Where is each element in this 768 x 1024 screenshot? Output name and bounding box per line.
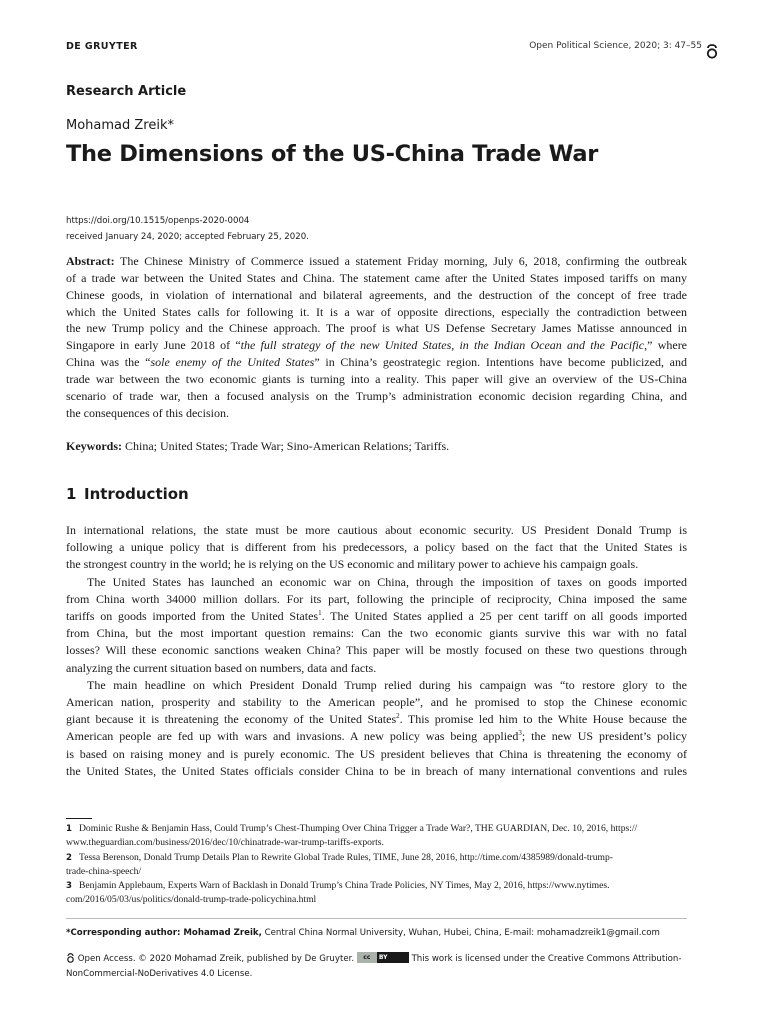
body-line: from China, but the most important question remains: Can the two economic giants survive this war with no fatal — [66, 626, 687, 641]
body-line: the strongest country in the world; he is relying on the US economic and military power to achieve his campaign goals. — [66, 557, 639, 572]
section-number: 1 — [66, 485, 77, 503]
footnote-ref[interactable]: 3 — [518, 729, 522, 738]
footnotes — [66, 822, 687, 908]
correspondence-divider — [66, 918, 687, 919]
body-line: is based on raising money and is purely economic. The US president believes that China is threatening the economy of — [66, 746, 687, 761]
footnote-ref[interactable]: 1 — [318, 609, 322, 618]
abstract-line: Abstract: The Chinese Ministry of Commerce issued a statement Friday morning, July 6, 2018, confirming the outbreak — [66, 254, 687, 268]
body-line: analyzing the current situation based on numbers, data and facts. — [66, 660, 377, 675]
journal-reference: Open Political Science, 2020; 3: 47–55 — [529, 41, 702, 51]
abstract-line: of a trade war between the United States and China. The statement came after the United States imposed tariffs on many — [66, 270, 687, 285]
body-line: In international relations, the state must be more cautious about economic security. US President Donald Trump is — [66, 523, 687, 537]
body-line: American people are fed up with wars and invasions. A new policy was being applied$^3$; the new US president’s policy — [66, 729, 687, 744]
keywords-list: China; United States; Trade War; Sino-American Relations; Tariffs. — [122, 439, 450, 453]
body-line: American nation, prosperity and stability to the American people”, and he promised to stop the Chinese economic — [66, 695, 687, 710]
article-title: The Dimensions of the US-China Trade War — [66, 141, 599, 167]
body-line: losses? Will these economic sanctions weaken China? This paper will be mostly focused on these two questions through — [66, 643, 687, 658]
correspondence — [66, 928, 660, 938]
license-text: Open Access. © 2020 Mohamad Zreik, published by De Gruyter. — [77, 954, 355, 964]
abstract-line: the new Trump policy and the Chinese approach. The proof is what US Defense Secretary James Matisse announced in — [66, 321, 687, 336]
footnote: 3 Benjamin Applebaum, Experts Warn of Backlash in Donald Trump’s China Trade Policies, NY Times, May 2, 2016, https://www.nytimes. com/2016/05/03/us/politics/donald-trump-trade-policychina.html — [66, 880, 610, 906]
abstract-label: Abstract: — [66, 254, 115, 268]
abstract-line: which the United States calls for following it. It is a war of opposite directions, especially the contradiction between — [66, 304, 687, 319]
open-access-icon — [705, 42, 719, 59]
body-line: The main headline on which President Donald Trump relied during his campaign was “to restore glory to the — [87, 677, 687, 692]
publisher-name: DE GRUYTER — [66, 41, 138, 52]
page-header — [66, 41, 702, 57]
abstract-line: China was the “sole enemy of the United States” in China’s geostrategic region. Intentions have become publicized, and — [66, 355, 687, 370]
footnote-number: 1 — [66, 824, 72, 834]
license-text: NonCommercial-NoDerivatives 4.0 License. — [66, 968, 253, 979]
abstract-line: Chinese goods, in violation of international and bilateral agreements, and the destruction of the concept of free trade — [66, 287, 687, 302]
abstract-line: scenario of trade war, then a focused analysis on the Trump’s administration economic decision regarding China, and — [66, 388, 687, 403]
body-line: The United States has launched an economic war on China, through the imposition of taxes on goods imported — [87, 574, 687, 589]
body-line: the United States, the United States officials consider China to be in breach of many international conventions and rules — [66, 763, 687, 778]
footnote-number: 3 — [66, 881, 72, 892]
section-title: Introduction — [84, 485, 189, 503]
article-type: Research Article — [66, 84, 187, 99]
footnote: 1 Dominic Rushe & Benjamin Hass, Could Trump’s Chest-Thumping Over China Trigger a Trade War?, THE GUARDIAN, Dec. 10, 2016, https:// www.theguardian.com/business/2016/dec/10/chinatrade-war-trump-tariffs-exports. — [66, 823, 638, 849]
open-access-small-icon — [66, 952, 75, 963]
body-line: giant because it is threatening the economy of the United States$^2$. This promise led him to the White House because the — [66, 712, 687, 727]
footnote-divider — [66, 818, 92, 819]
cc-license-badge[interactable]: cc BY — [357, 952, 409, 963]
body-line: from China worth 34000 million dollars. For its part, following the principle of reciprocity, China imposed the same — [66, 591, 687, 606]
article-metadata — [66, 213, 309, 245]
footnote-ref[interactable]: 2 — [396, 712, 400, 721]
license-text: This work is licensed under the Creative Commons Attribution- — [411, 954, 682, 964]
section-heading — [66, 485, 189, 503]
author-name: Mohamad Zreik* — [66, 118, 174, 133]
abstract — [66, 253, 687, 421]
correspondence-details: Central China Normal University, Wuhan, Hubei, China, E-mail: mohamadzreik1@gmail.com — [261, 928, 660, 938]
abstract-line: Singapore in early June 2018 of “the full strategy of the new United States, in the Indian Ocean and the Pacific,” where — [66, 338, 687, 353]
received-dates: received January 24, 2020; accepted February 25, 2020. — [66, 232, 309, 242]
body-text — [66, 522, 687, 780]
body-line: following a unique policy that is different from his predecessors, a policy based on the fact that the United States is — [66, 540, 687, 555]
keywords-label: Keywords: — [66, 439, 122, 453]
keywords — [66, 439, 449, 454]
body-line: tariffs on goods imported from the United States$^1$. The United States applied a 25 per cent tariff on all goods imported — [66, 609, 687, 624]
abstract-line: the consequences of this decision. — [66, 405, 229, 420]
license-notice — [66, 952, 691, 981]
doi-link[interactable]: https://doi.org/10.1515/openps-2020-0004 — [66, 216, 250, 226]
correspondence-label: *Corresponding author: Mohamad Zreik, — [66, 928, 262, 938]
footnote: 2 Tessa Berenson, Donald Trump Details Plan to Rewrite Global Trade Rules, TIME, June 28, 2016, http://time.com/4385989/donald-trump- trade-china-speech/ — [66, 851, 613, 877]
footnote-number: 2 — [66, 852, 72, 863]
abstract-line: trade war between the two economic giants is turning into a reality. This paper will give an overview of the US-China — [66, 371, 687, 386]
